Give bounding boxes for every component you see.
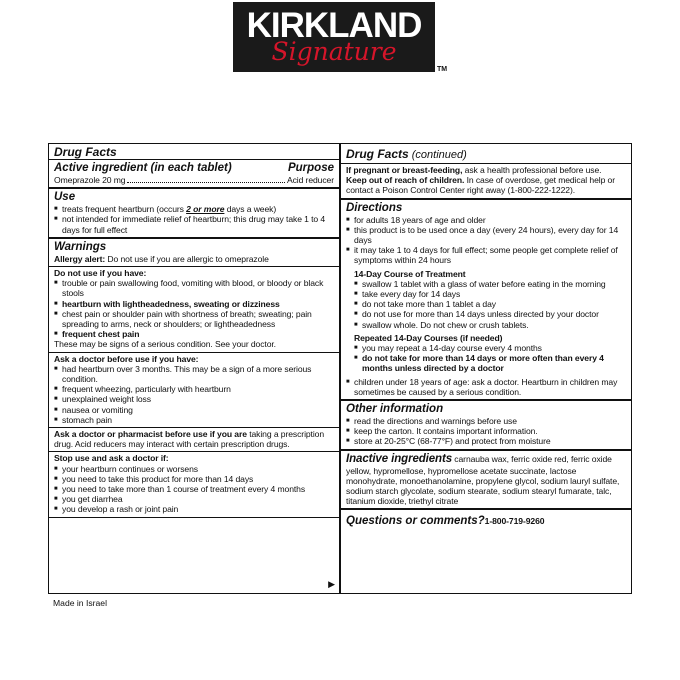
do-not-use-item: ■ chest pain or shoulder pain with shortness of breath; sweating; pain spreading to arms, neck or shoulders; or lightheadedness — [54, 309, 334, 329]
course-item: ■ swallow whole. Do not chew or crush tablets. — [354, 320, 626, 330]
drug-facts-left-panel — [48, 143, 340, 594]
ask-doctor-item: ■ unexplained weight loss — [54, 394, 334, 404]
directions-section — [341, 200, 631, 401]
stop-use-item: ■ you develop a rash or joint pain — [54, 504, 334, 514]
do-not-use-item: ■ heartburn with lightheadedness, sweating or dizziness — [54, 299, 334, 309]
drug-facts-continued-header — [341, 144, 631, 164]
other-info-item: ■ store at 20-25°C (68-77°F) and protect from moisture — [346, 436, 626, 446]
directions-item: ■ it may take 1 to 4 days for full effect; some people get complete relief of symptoms within 24 hours — [346, 245, 626, 265]
pregnancy-section — [341, 164, 631, 200]
other-info-item: ■ keep the carton. It contains important information. — [346, 426, 626, 436]
warnings-heading: Warnings — [54, 240, 107, 253]
dot-leader — [127, 182, 284, 183]
questions-heading: Questions or comments? — [346, 515, 485, 528]
directions-item: ■ this product is to be used once a day (every 24 hours), every day for 14 days — [346, 225, 626, 245]
ingredient-name: Omeprazole 20 mg — [54, 175, 126, 185]
other-info-item: ■ read the directions and warnings before use — [346, 416, 626, 426]
ask-pharmacist-section — [49, 428, 339, 452]
ask-doctor-section — [49, 353, 339, 428]
course-heading: 14-Day Course of Treatment — [354, 268, 466, 279]
course-item: ■ do not use for more than 14 days unless directed by your doctor — [354, 309, 626, 319]
allergy-alert-label: Allergy alert: — [54, 253, 106, 264]
stop-use-item: ■ you get diarrhea — [54, 494, 334, 504]
questions-section — [341, 510, 631, 531]
use-heading: Use — [54, 191, 76, 204]
directions-heading: Directions — [346, 201, 403, 214]
active-ingredient-heading: Active ingredient (in each tablet) — [54, 162, 232, 174]
ask-doctor-item: ■ stomach pain — [54, 415, 334, 425]
do-not-use-heading: Do not use if you have: — [54, 268, 147, 279]
repeat-item: ■ do not take for more than 14 days or more often than every 4 months unless directed by a doctor — [354, 353, 626, 373]
continued-arrow-icon: ▶ — [328, 579, 335, 589]
stop-use-item: ■ you need to take more than 1 course of treatment every 4 months — [54, 484, 334, 494]
course-item: ■ do not take more than 1 tablet a day — [354, 299, 626, 309]
ask-pharmacist-heading: Ask a doctor or pharmacist before use if you are — [54, 429, 247, 440]
stop-use-heading: Stop use and ask a doctor if: — [54, 453, 169, 464]
pregnancy-heading: If pregnant or breast-feeding, — [346, 165, 463, 175]
pregnancy-text: ask a health professional before use. — [462, 165, 602, 175]
use-item: ■ not intended for immediate relief of heartburn; this drug may take 1 to 4 days for full effect — [54, 214, 334, 234]
other-info-heading: Other information — [346, 403, 444, 416]
ask-doctor-item: ■ frequent wheezing, particularly with heartburn — [54, 384, 334, 394]
ask-doctor-heading: Ask a doctor before use if you have: — [54, 353, 199, 364]
ingredient-purpose: Acid reducer — [286, 175, 334, 185]
brand-name: KIRKLAND — [246, 6, 422, 45]
course-item: ■ swallow 1 tablet with a glass of water before eating in the morning — [354, 279, 626, 289]
use-item: ■ treats frequent heartburn (occurs 2 or more days a week) — [54, 204, 334, 214]
stop-use-item: ■ you need to take this product for more than 14 days — [54, 474, 334, 484]
other-info-section — [341, 401, 631, 451]
brand-script: Signature — [271, 37, 397, 66]
directions-item: ■ for adults 18 years of age and older — [346, 215, 626, 225]
kirkland-signature-logo — [233, 2, 435, 72]
do-not-use-section — [49, 267, 339, 353]
inactive-ingredients-section — [341, 451, 631, 511]
stop-use-item: ■ your heartburn continues or worsens — [54, 464, 334, 474]
inactive-ingredients-text: carnauba wax, ferric oxide red, ferric oxide yellow, hypromellose, hypromellose acetate succinate, lactose monohydrate, monoethanolamine, propylene glycol, sodium lauryl sulfate, sodium starch glycolate, sodium stearate, sodium stearyl fumarate, talc, titanium dioxide, triethyl citrate — [346, 453, 620, 507]
repeat-item: ■ you may repeat a 14-day course every 4 months — [354, 343, 626, 353]
drug-facts-header — [49, 144, 339, 160]
questions-phone: 1-800-719-9260 — [484, 516, 545, 527]
do-not-use-note: These may be signs of a serious condition. See your doctor. — [54, 339, 276, 350]
continued-label: (continued) — [408, 149, 467, 161]
warnings-section — [49, 239, 339, 267]
stop-use-section — [49, 452, 339, 517]
course-item: ■ take every day for 14 days — [354, 289, 626, 299]
drug-facts-right-panel — [340, 143, 632, 594]
ask-doctor-item: ■ had heartburn over 3 months. This may be a sign of a more serious condition. — [54, 364, 334, 384]
active-ingredient-section — [49, 160, 339, 189]
ask-pharmacist-text: taking a prescription drug. Acid reducers may interact with certain prescription drugs. — [54, 429, 325, 450]
ask-doctor-item: ■ nausea or vomiting — [54, 405, 334, 415]
do-not-use-item: ■ trouble or pain swallowing food, vomiting with blood, or bloody or black stools — [54, 278, 334, 298]
drug-facts-continued-title: Drug Facts — [346, 147, 409, 161]
children-item: ■ children under 18 years of age: ask a doctor. Heartburn in children may sometimes be caused by a serious condition. — [346, 377, 626, 397]
purpose-heading: Purpose — [287, 162, 334, 174]
allergy-alert-text: Do not use if you are allergic to omeprazole — [105, 253, 269, 264]
drug-facts-title: Drug Facts — [54, 145, 117, 159]
emphasis-2-or-more: 2 or more — [186, 204, 225, 215]
inactive-ingredients-heading: Inactive ingredients — [346, 452, 453, 465]
keep-out-heading: Keep out of reach of children. — [346, 175, 465, 186]
do-not-use-item: ■ frequent chest pain — [54, 329, 334, 339]
repeat-heading: Repeated 14-Day Courses (if needed) — [354, 332, 503, 343]
made-in-label: Made in Israel — [53, 598, 107, 608]
keep-out-text: In case of overdose, get medical help or contact a Poison Control Center right away (1-800-222-1222). — [346, 175, 615, 196]
use-section — [49, 189, 339, 239]
trademark-mark: TM — [437, 66, 448, 73]
